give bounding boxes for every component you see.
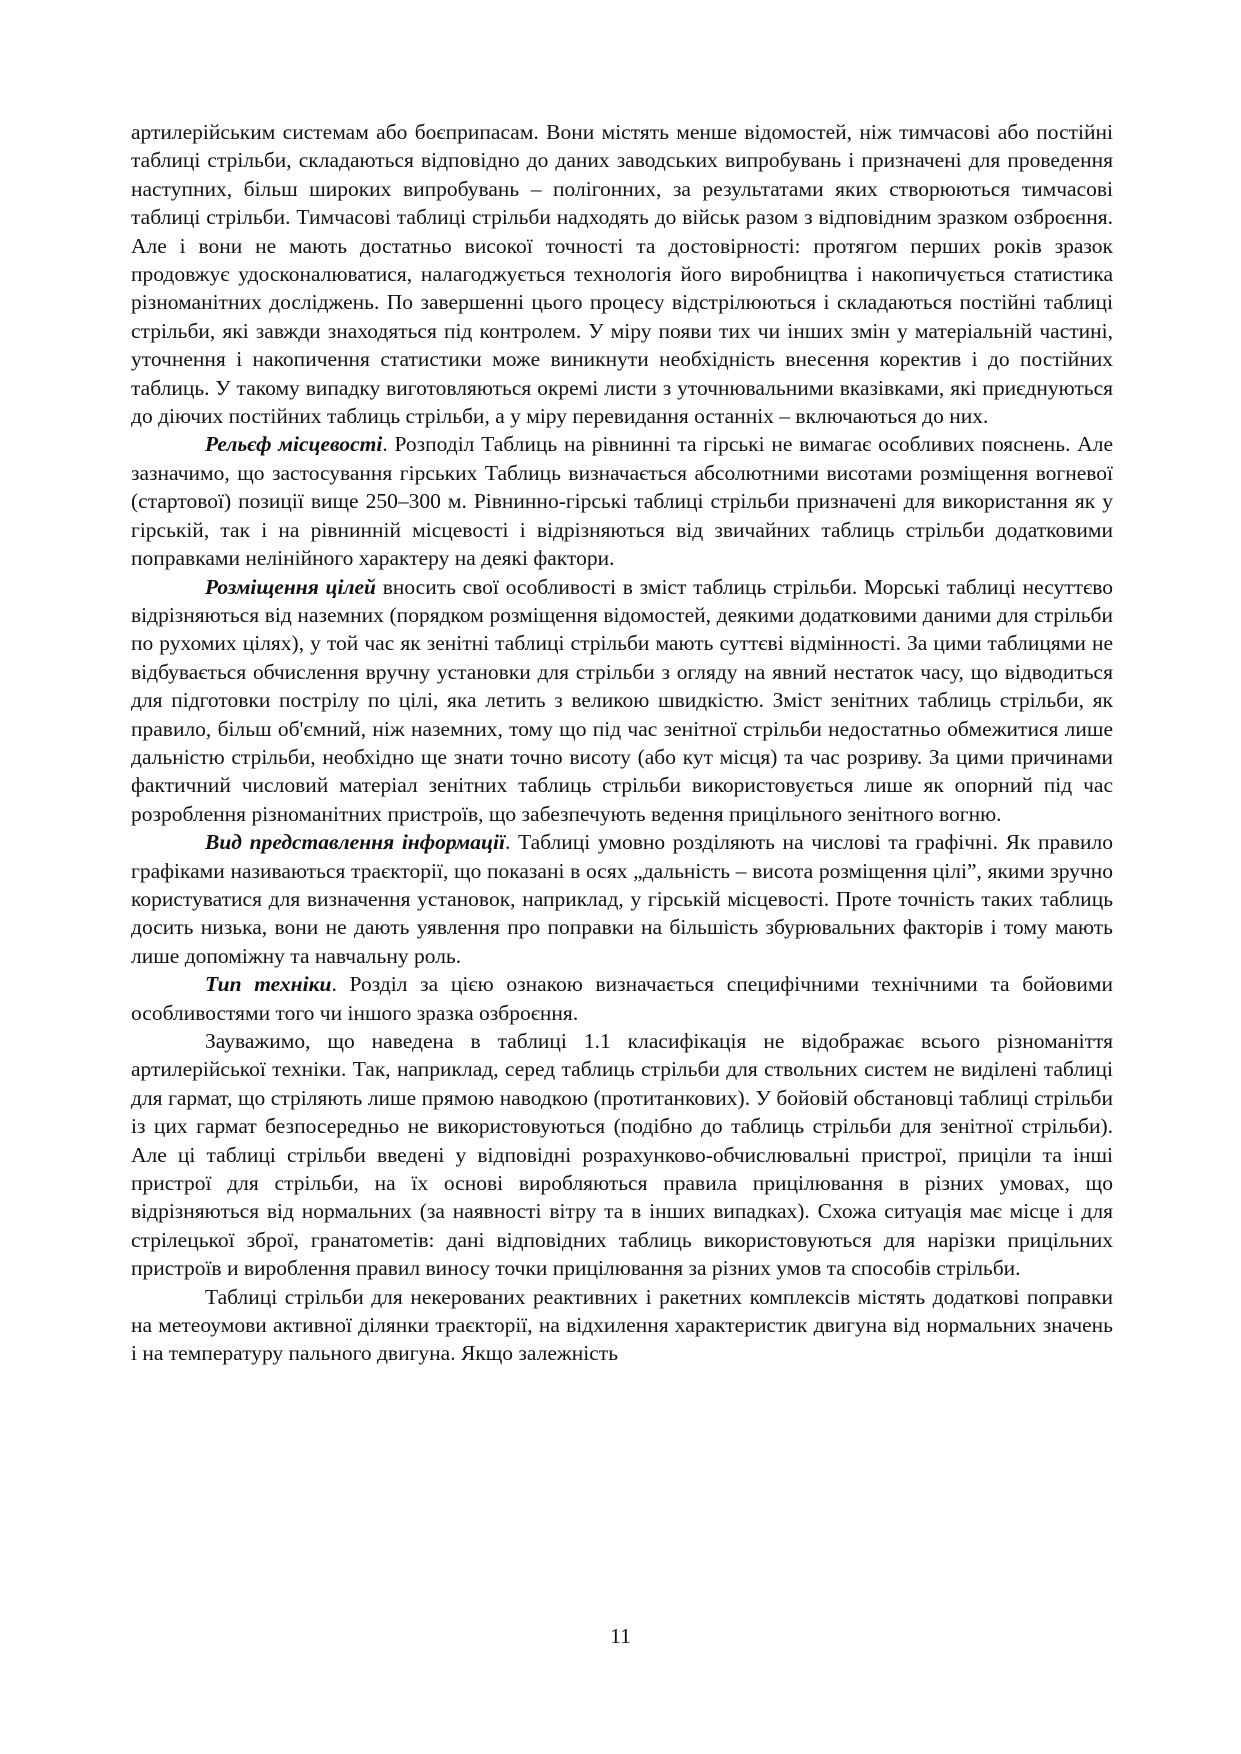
page-body — [131, 118, 1113, 1368]
paragraph-text: . Розділ за цією ознакою визначається специфічними технічними та бойовими особливостями того чи іншого зразка озброєння. — [131, 972, 1113, 1025]
paragraph-equipment-type — [131, 970, 1113, 1027]
paragraph-text: артилерійським системам або боєприпасам. Вони містять менше відомостей, ніж тимчасові або постійні таблиці стрільби, складаються відповідно до даних заводських випробувань і призначені для проведення наступних, більш широких випробувань – полігонних, за результатами яких створюються тимчасові таблиці стрільби. Тимчасові таблиці стрільби надходять до військ разом з відповідним зразком озброєння. Але і вони не мають достатньо високої точності та достовірності: протягом перших років зразок продовжує удосконалюватися, налагоджується технологія його виробництва і накопичується статистика різноманітних досліджень. По завершенні цього процесу відстрілюються і складаються постійні таблиці стрільби, які завжди знаходяться під контролем. У міру появи тих чи інших змін у матеріальній частині, уточнення і накопичення статистики може виникнути необхідність внесення коректив і до постійних таблиць. У такому випадку виготовляються окремі листи з уточнювальними вказівками, які приєднуються до діючих постійних таблиць стрільби, а у міру перевидання останніх – включаються до них. — [131, 120, 1113, 429]
paragraph-text: . Розподіл Таблиць на рівнинні та гірські не вимагає особливих пояснень. Але зазначимо, що застосування гірських Таблиць визначається абсолютними висотами розміщення вогневої (стартової) позиції вище 250–300 м. Рівнинно-гірські таблиці стрільби призначені для використання як у гірській, так і на рівнинній місцевості і відрізняються від звичайних таблиць стрільби додатковими поправками нелінійного характеру на деякі фактори. — [131, 432, 1114, 571]
paragraph-text: Зауважимо, що наведена в таблиці 1.1 класифікація не відображає всього різноманіття артилерійської техніки. Так, наприклад, серед таблиць стрільби для ствольних систем не виділені таблиці для гармат, що стріляють лише прямою наводкою (протитанкових). У бойовій обстановці таблиці стрільби із цих гармат безпосередньо не використовуються (подібно до таблиць стрільби для зенітної стрільби). Але ці таблиці стрільби введені у відповідні розрахунково-обчислювальні пристрої, приціли та інші пристрої для стрільби, на їх основі виробляються правила прицілювання в різних умовах, що відрізняються від нормальних (за наявності вітру та в інших випадках). Схожа ситуація має місце і для стрілецької зброї, гранатометів: дані відповідних таблиць використовуються для нарізки прицільних пристроїв и вироблення правил виносу точки прицілювання за різних умов та способів стрільби. — [131, 1029, 1113, 1281]
paragraph-text: вносить свої особливості в зміст таблиць стрільби. Морські таблиці несуттєво відрізняються від наземних (порядком розміщення відомостей, деякими додатковими даними для стрільби по рухомих цілях), у той час як зенітні таблиці стрільби мають суттєві відмінності. За цими таблицями не відбувається обчислення вручну установки для стрільби з огляду на явний нестаток часу, що відводиться для підготовки пострілу по цілі, яка летить з великою швидкістю. Зміст зенітних таблиць стрільби, як правило, більш об'ємний, ніж наземних, тому що під час зенітної стрільби недостатньо обмежитися лише дальністю стрільби, необхідно ще знати точно висоту (або кут місця) та час розриву. За цими причинами фактичний числовий матеріал зенітних таблиць стрільби використовується лише як опорний під час розроблення різноманітних пристроїв, що забезпечують ведення прицільного зенітного вогню. — [131, 574, 1114, 826]
paragraph-information-presentation — [131, 828, 1113, 970]
paragraph-rocket-tables — [131, 1283, 1113, 1368]
paragraph-terrain-relief — [131, 430, 1113, 572]
paragraph-continuation — [131, 118, 1113, 430]
paragraph-heading: Тип техніки — [205, 972, 332, 997]
paragraph-heading: Вид представлення інформації — [205, 830, 505, 855]
paragraph-classification-note — [131, 1027, 1113, 1283]
paragraph-heading: Розміщення цілей — [205, 574, 376, 599]
paragraph-text: Таблиці стрільби для некерованих реактивних і ракетних комплексів містять додаткові поправки на метеоумови активної ділянки траєкторії, на відхилення характеристик двигуна від нормальних значень і на температуру пального двигуна. Якщо залежність — [131, 1284, 1113, 1366]
page-number: 11 — [610, 1624, 631, 1648]
paragraph-text: . Таблиці умовно розділяють на числові та графічні. Як правило графіками називаються траєкторії, що показані в осях „дальність – висота розміщення цілі”, якими зручно користуватися для визначення установок, наприклад, у гірській місцевості. Проте точність таких таблиць досить низька, вони не дають уявлення про поправки на більшість збурювальних факторів і тому мають лише допоміжну та навчальну роль. — [131, 830, 1113, 968]
paragraph-heading: Рельєф місцевості — [205, 432, 383, 457]
paragraph-target-placement — [131, 573, 1113, 829]
